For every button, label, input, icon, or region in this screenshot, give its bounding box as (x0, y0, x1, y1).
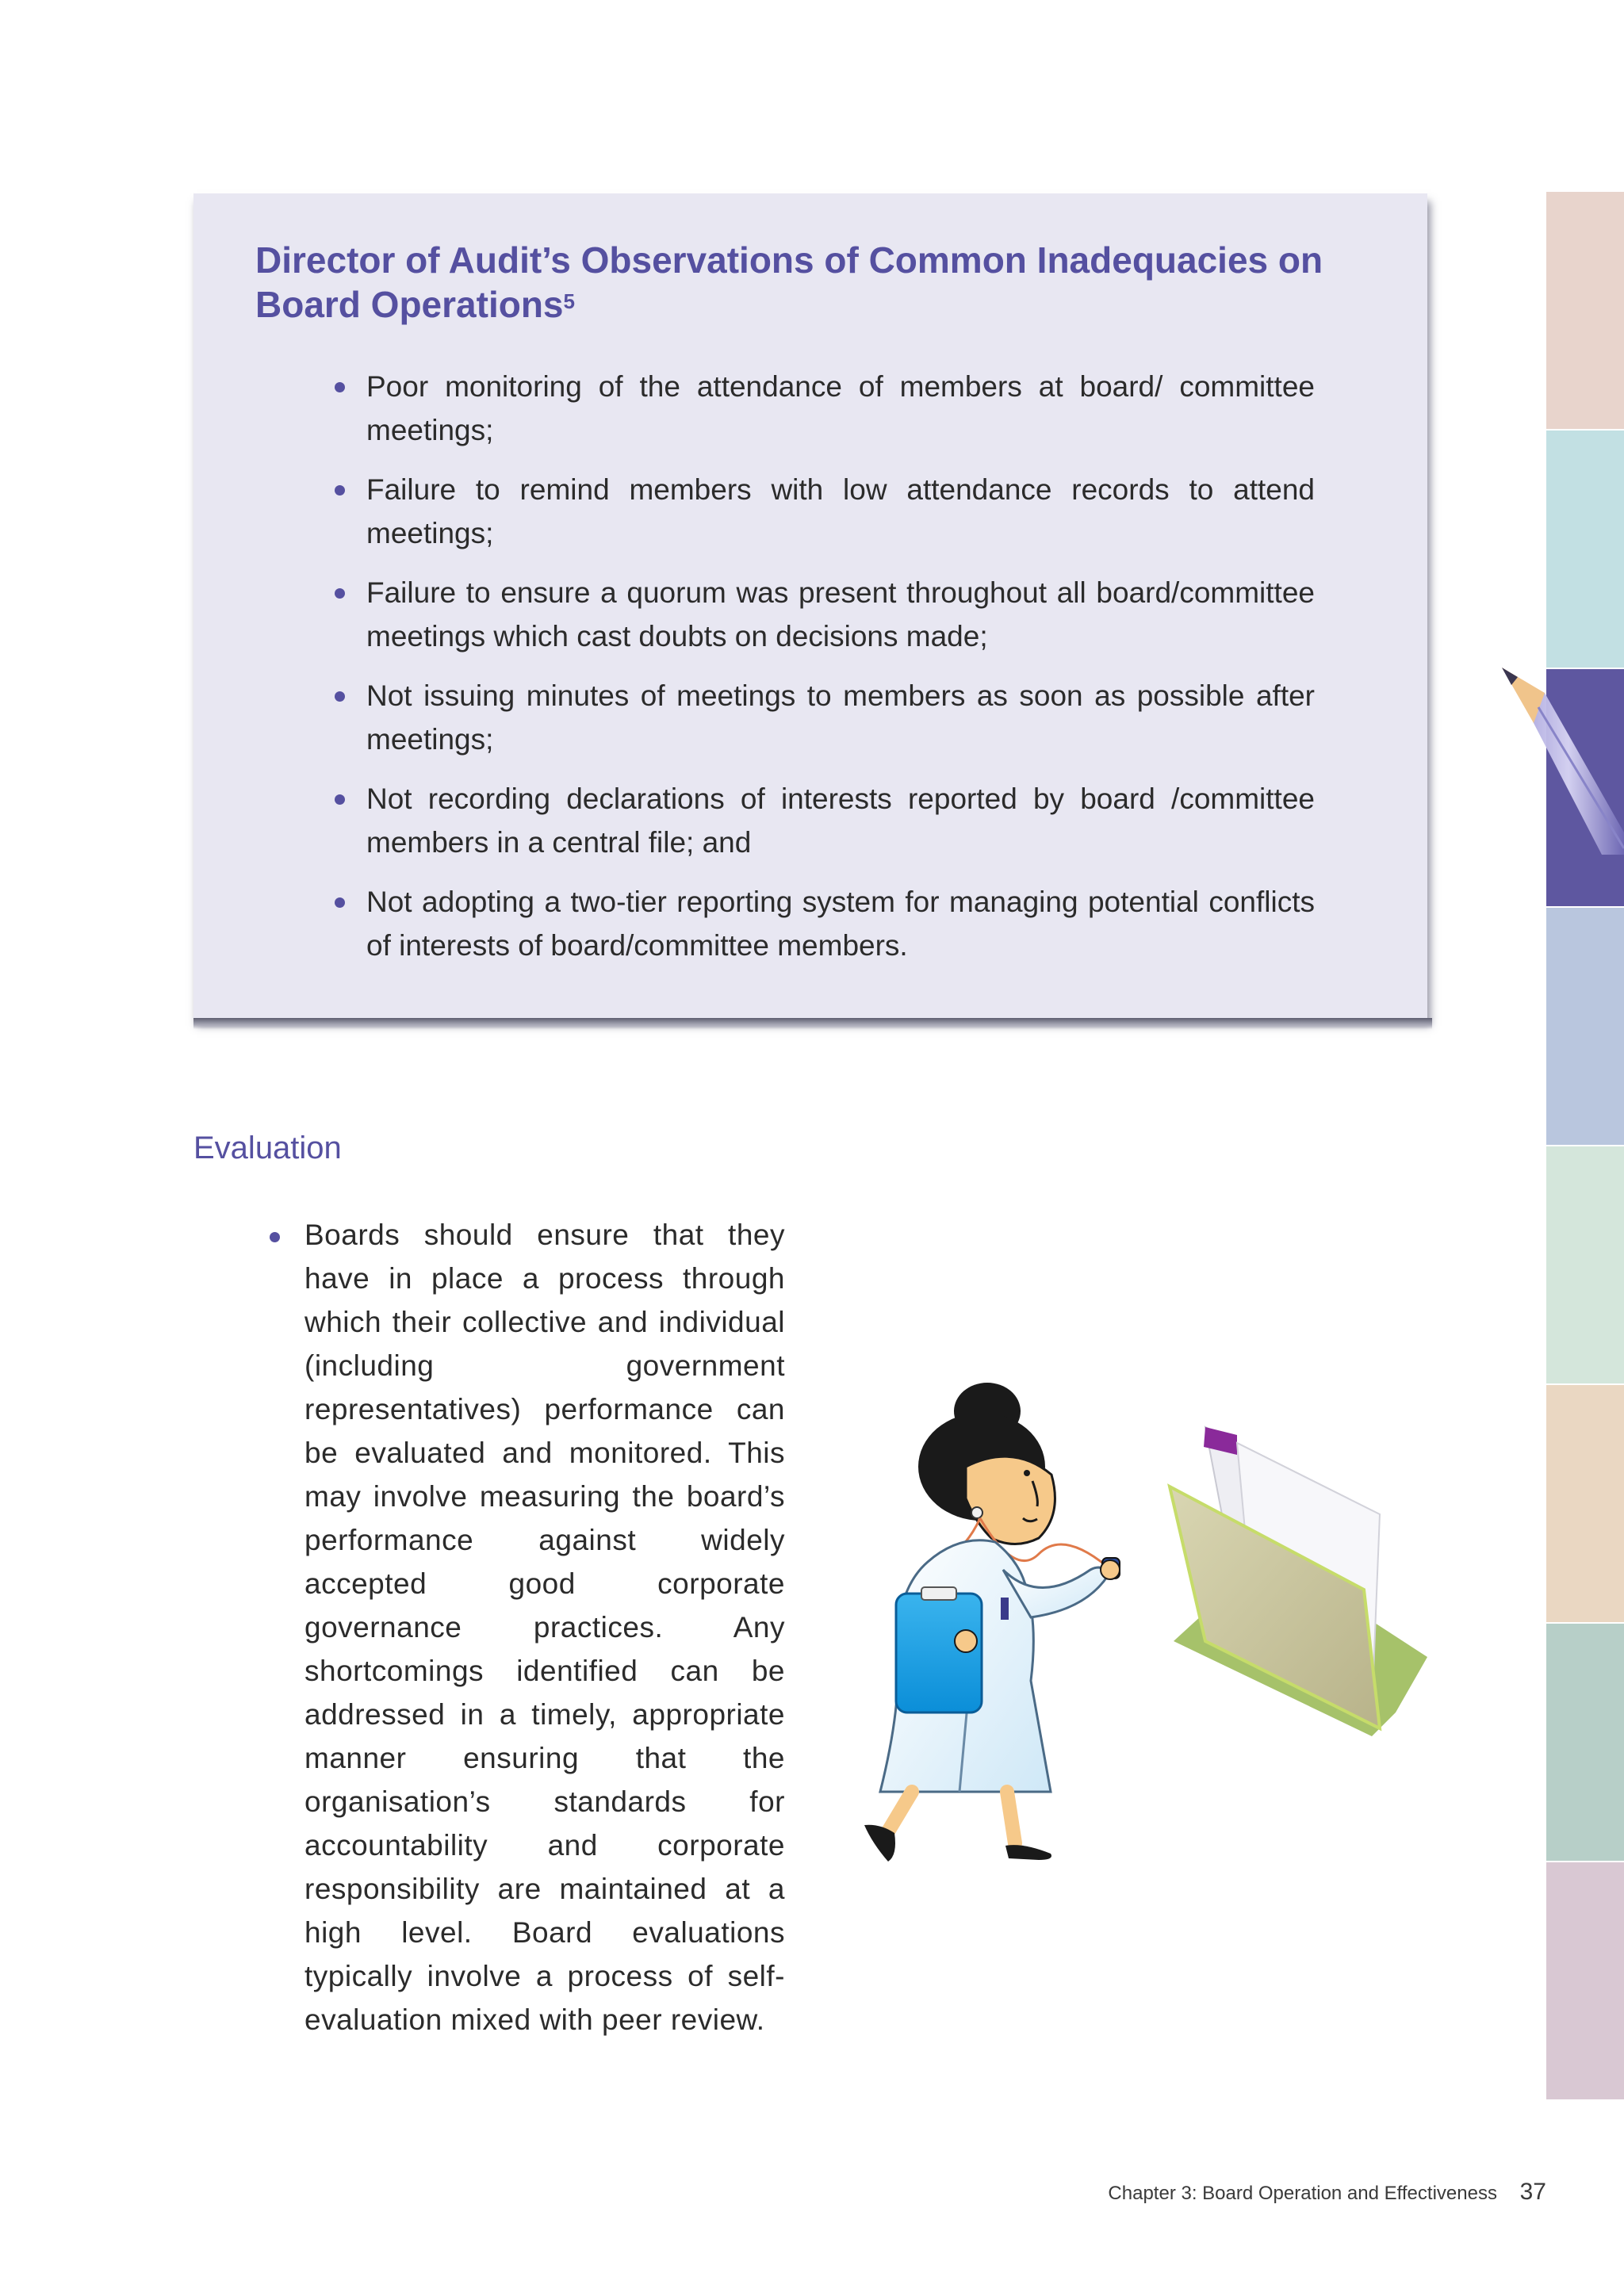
chapter-tab-6 (1546, 1385, 1624, 1622)
bullet-icon (335, 485, 345, 496)
observations-list (335, 365, 1315, 983)
chapter-tab-7 (1546, 1624, 1624, 1861)
evaluation-text: Boards should ensure that they have in place a process through which their collective and individual (including government representatives) performance can be evaluated and monitored. This may involve measuring the board’s performance against widely accepted good corporate governance practices. Any shortcomings identified can be addressed in a timely, appropriate manner ensuring that the organisation’s standards for accountability and corporate responsibility are maintained at a high level. Board evaluations typically involve a process of self-evaluation mixed with peer review. (304, 1219, 785, 2036)
bullet-icon (335, 588, 345, 599)
list-item-text: Not issuing minutes of meetings to members as soon as possible after meetings; (366, 679, 1315, 756)
box-title (255, 238, 1381, 327)
list-item (335, 777, 1315, 864)
footer-chapter: Chapter 3: Board Operation and Effectiveness (1108, 2183, 1497, 2204)
bullet-icon (335, 382, 345, 392)
evaluation-heading: Evaluation (193, 1131, 342, 1165)
page-number: 37 (1519, 2179, 1546, 2205)
chapter-tab-strip (1546, 192, 1624, 2107)
list-item-text: Failure to ensure a quorum was present throughout all board/committee meetings which cast doubts on decisions made; (366, 576, 1315, 652)
list-item-text: Failure to remind members with low attendance records to attend meetings; (366, 473, 1315, 549)
footnote-ref: 5 (563, 289, 575, 313)
chapter-tab-5 (1546, 1146, 1624, 1383)
box-title-text: Director of Audit’s Observations of Common Inadequacies on Board Operations (255, 239, 1323, 325)
list-item (335, 880, 1315, 967)
bullet-icon (335, 794, 345, 805)
observations-box (193, 193, 1427, 1018)
list-item (335, 468, 1315, 555)
chapter-tab-4 (1546, 908, 1624, 1145)
folder-icon (1170, 1427, 1427, 1736)
list-item-text: Poor monitoring of the attendance of members at board/ committee meetings; (366, 370, 1315, 446)
list-item (335, 571, 1315, 658)
list-item (335, 365, 1315, 452)
chapter-tab-8 (1546, 1862, 1624, 2099)
list-item-text: Not recording declarations of interests reported by board /committee members in a central file; and (366, 783, 1315, 859)
doctor-with-stethoscope-and-folder-illustration (825, 1380, 1443, 1887)
list-item-text: Not adopting a two-tier reporting system for managing potential conflicts of interests of board/committee members. (366, 886, 1315, 962)
list-item (335, 674, 1315, 761)
bullet-icon (335, 691, 345, 702)
bullet-icon (335, 897, 345, 908)
chapter-tab-1 (1546, 192, 1624, 429)
chapter-tab-2 (1546, 430, 1624, 668)
bullet-icon (270, 1232, 280, 1242)
evaluation-item (270, 1213, 785, 2042)
page-footer (1108, 2179, 1546, 2206)
pencil-icon (1499, 666, 1624, 856)
